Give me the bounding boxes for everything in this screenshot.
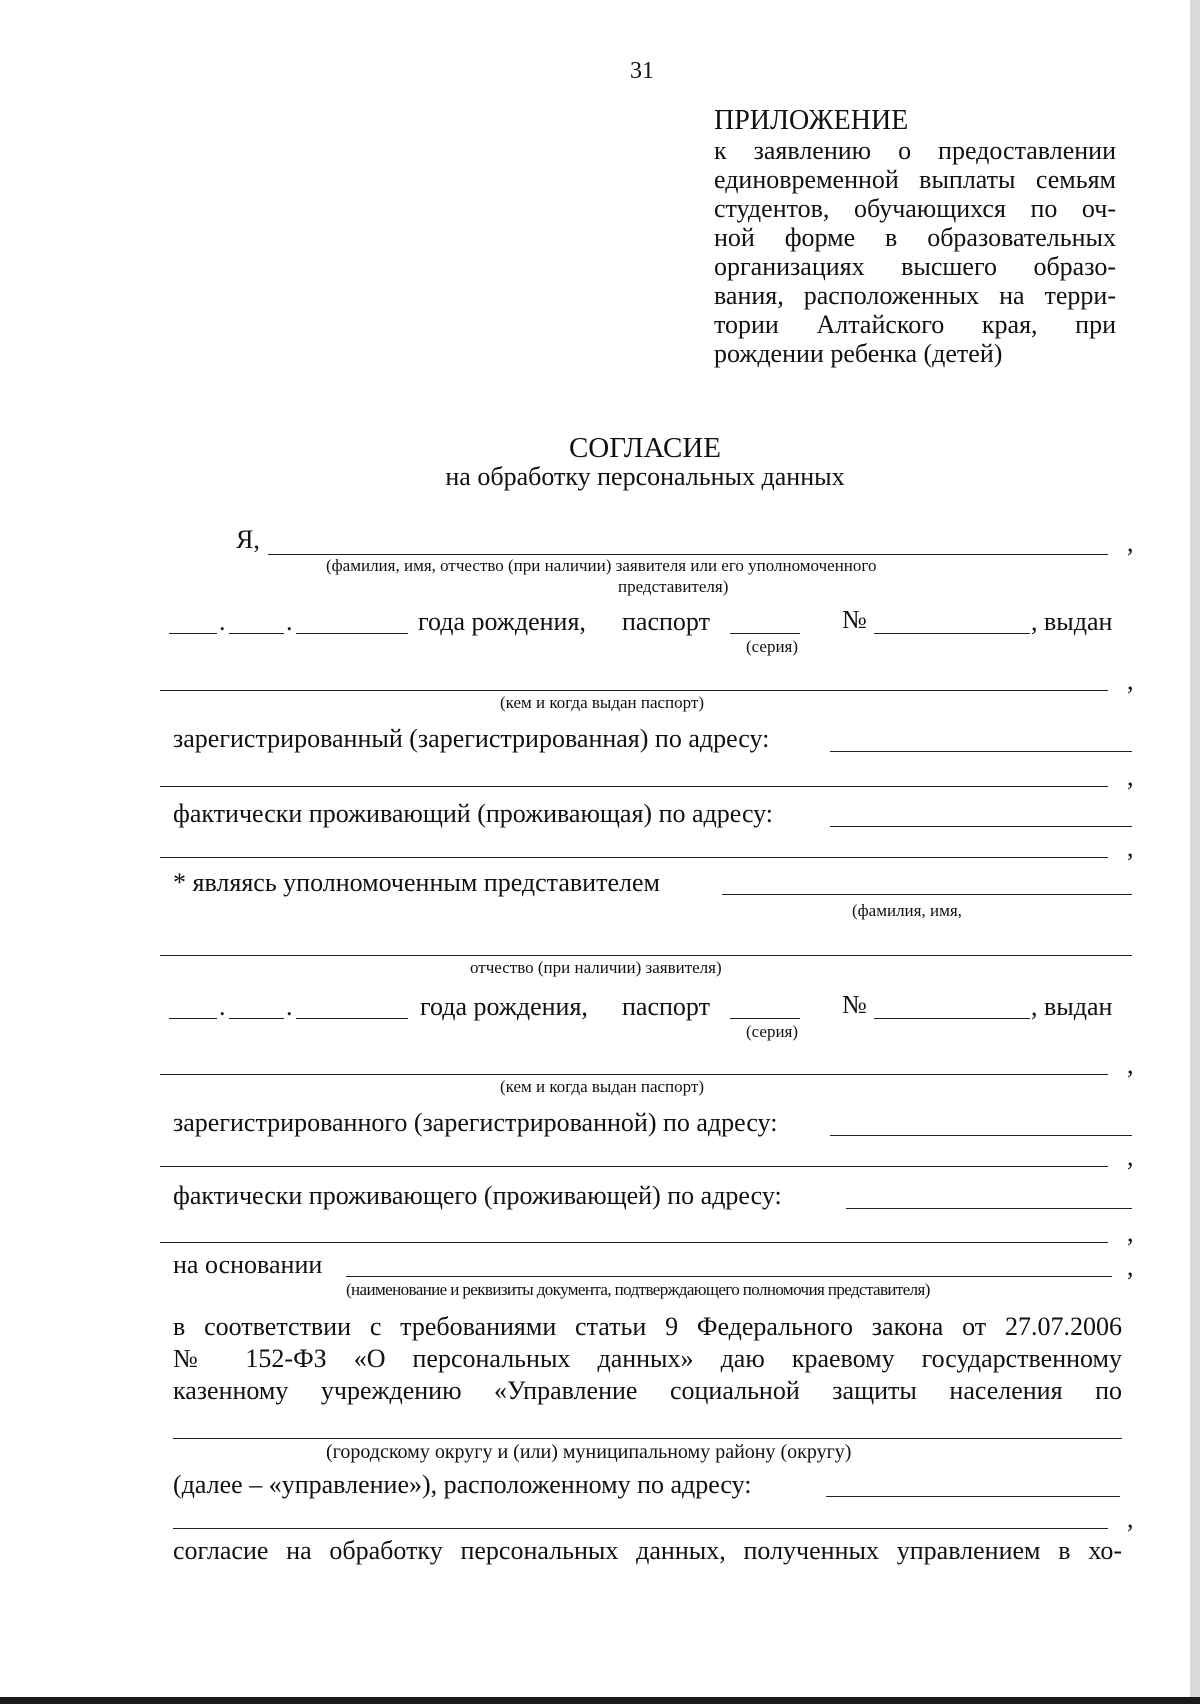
- registered-address-field[interactable]: [830, 751, 1132, 752]
- rep-registered-address-field-cont[interactable]: [160, 1166, 1108, 1167]
- rep-actual-address-field[interactable]: [846, 1208, 1132, 1209]
- dot-sep: .: [219, 607, 226, 636]
- appendix-block: [714, 105, 1116, 368]
- comma: ,: [1127, 528, 1134, 557]
- rep-passport-issued-by-field[interactable]: [160, 1074, 1108, 1075]
- rep-actual-address-field-cont[interactable]: [160, 1242, 1108, 1243]
- consent-last-line: согласие на обработку персональных данных, полученных управлением в хо-: [173, 1536, 1122, 1565]
- rep-registered-address-field[interactable]: [830, 1135, 1132, 1136]
- birth-year-label: года рождения,: [420, 992, 588, 1021]
- rep-registered-address-label: зарегистрированного (зарегистрированной) по адресу:: [173, 1108, 778, 1137]
- registered-address-field-cont[interactable]: [160, 786, 1108, 787]
- appendix-line: студентов, обучающихся по оч-: [714, 194, 1116, 223]
- comma: ,: [1127, 833, 1134, 862]
- actual-address-field[interactable]: [830, 826, 1132, 827]
- issued-by-caption: (кем и когда выдан паспорт): [500, 1077, 705, 1096]
- appendix-line: организациях высшего образо-: [714, 252, 1116, 281]
- representative-name-field[interactable]: [722, 894, 1132, 895]
- ya-label: Я,: [236, 525, 260, 554]
- fio-caption-cont: представителя): [618, 577, 729, 596]
- number-sign: №: [842, 605, 867, 634]
- series-caption: (серия): [746, 637, 799, 656]
- representative-label: * являясь уполномоченным представителем: [173, 868, 660, 897]
- passport-label: паспорт: [622, 607, 710, 636]
- district-field[interactable]: [173, 1438, 1122, 1439]
- issued-label: , выдан: [1031, 607, 1113, 636]
- basis-caption: (наименование и реквизиты документа, подтверждающего полномочия представителя): [346, 1280, 930, 1299]
- rep-birth-year-field[interactable]: [296, 1018, 408, 1019]
- registered-address-label: зарегистрированный (зарегистрированная) по адресу:: [173, 724, 770, 753]
- dot-sep: .: [286, 607, 293, 636]
- consent-line: в соответствии с требованиями статьи 9 Федерального закона от 27.07.2006: [173, 1312, 1122, 1341]
- basis-document-field[interactable]: [346, 1276, 1112, 1277]
- fio-caption: (фамилия, имя, отчество (при наличии) заявителя или его уполномоченного: [326, 556, 877, 575]
- passport-number-field[interactable]: [874, 633, 1030, 634]
- rep-caption: (фамилия, имя,: [852, 901, 962, 920]
- passport-series-field[interactable]: [730, 633, 800, 634]
- comma: ,: [1127, 1142, 1134, 1171]
- issued-label: , выдан: [1031, 992, 1113, 1021]
- issued-by-caption: (кем и когда выдан паспорт): [500, 693, 705, 712]
- comma: ,: [1127, 666, 1134, 695]
- appendix-line: вания, расположенных на терри-: [714, 281, 1116, 310]
- bottom-rule: [0, 1697, 1200, 1704]
- document-subtitle: на обработку персональных данных: [445, 462, 845, 491]
- comma: ,: [1127, 1504, 1134, 1533]
- scan-edge: [1190, 0, 1200, 1704]
- appendix-line: тории Алтайского края, при: [714, 310, 1116, 339]
- office-address-field[interactable]: [826, 1496, 1120, 1497]
- consent-line: № 152-ФЗ «О персональных данных» даю краевому государственному: [173, 1344, 1122, 1373]
- passport-label: паспорт: [622, 992, 710, 1021]
- series-caption: (серия): [746, 1022, 799, 1041]
- number-sign: №: [842, 990, 867, 1019]
- page-number: 31: [630, 58, 654, 84]
- rep-birth-month-field[interactable]: [229, 1018, 284, 1019]
- applicant-name-field[interactable]: [268, 554, 1108, 555]
- comma: ,: [1127, 1050, 1134, 1079]
- rep-caption-cont: отчество (при наличии) заявителя): [470, 958, 722, 977]
- birth-year-field[interactable]: [296, 633, 408, 634]
- appendix-title: ПРИЛОЖЕНИЕ: [714, 105, 909, 136]
- comma: ,: [1127, 1218, 1134, 1247]
- basis-label: на основании: [173, 1250, 323, 1279]
- birth-month-field[interactable]: [229, 633, 284, 634]
- appendix-line: к заявлению о предоставлении: [714, 136, 1116, 165]
- birth-day-field[interactable]: [169, 633, 217, 634]
- dot-sep: .: [219, 992, 226, 1021]
- comma: ,: [1127, 1252, 1134, 1281]
- appendix-line: ной форме в образовательных: [714, 223, 1116, 252]
- consent-line: казенному учреждению «Управление социальной защиты населения по: [173, 1376, 1122, 1405]
- rep-passport-number-field[interactable]: [874, 1018, 1030, 1019]
- dot-sep: .: [286, 992, 293, 1021]
- birth-year-label: года рождения,: [418, 607, 586, 636]
- passport-issued-by-field[interactable]: [160, 690, 1108, 691]
- comma: ,: [1127, 762, 1134, 791]
- representative-name-field-cont[interactable]: [160, 955, 1132, 956]
- appendix-line: единовременной выплаты семьям: [714, 165, 1116, 194]
- appendix-line: рождении ребенка (детей): [714, 339, 1003, 368]
- office-address-field-cont[interactable]: [173, 1528, 1108, 1529]
- actual-address-label: фактически проживающий (проживающая) по адресу:: [173, 799, 774, 828]
- located-label: (далее – «управление»), расположенному по адресу:: [173, 1470, 752, 1499]
- district-caption: (городскому округу и (или) муниципальному району (округу): [326, 1441, 852, 1463]
- rep-passport-series-field[interactable]: [730, 1018, 800, 1019]
- document-title: СОГЛАСИЕ: [568, 432, 722, 464]
- rep-birth-day-field[interactable]: [169, 1018, 217, 1019]
- rep-actual-address-label: фактически проживающего (проживающей) по адресу:: [173, 1181, 782, 1210]
- actual-address-field-cont[interactable]: [160, 857, 1108, 858]
